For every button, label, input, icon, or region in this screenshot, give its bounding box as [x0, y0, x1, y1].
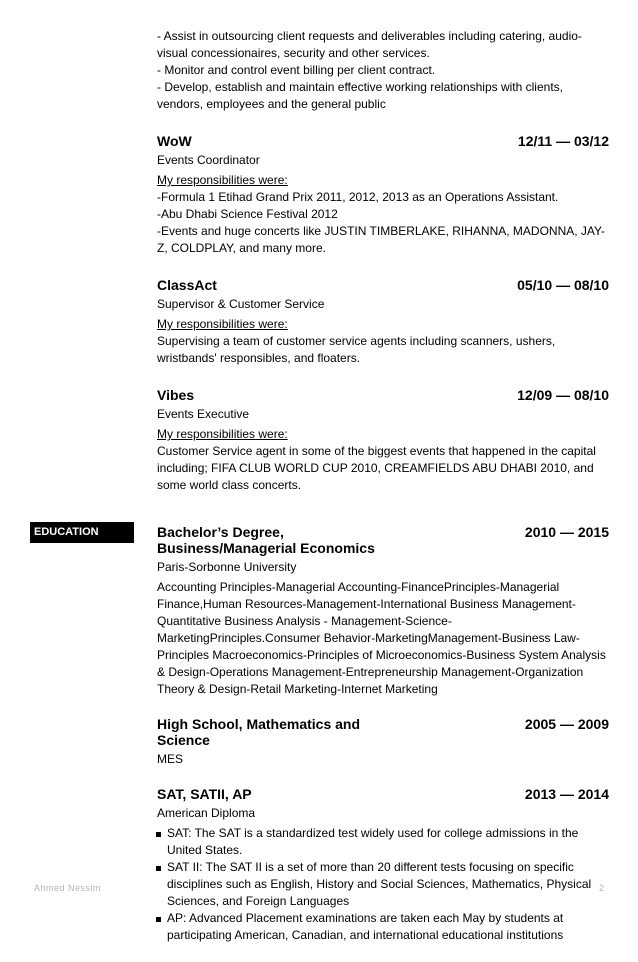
degree-description: Accounting Principles-Managerial Accounting-FinancePrinciples-Managerial Finance,Human Resources-Management-International Business Management-Quantitative Business Analysis - Management-Science-MarketingPrinciples.Consumer Behavior-MarketingManagement-Business Law-Principles Macroeconomics-Principles of Microeconomics-Business System Analysis & Design-Operations Management-Entrepreneurship Management-Organization Theory & Design-Retail Marketing-Internet Marketing — [157, 580, 606, 696]
responsibility-line: Customer Service agent in some of the biggest events that happened in the capital including; FIFA CLUB WORLD CUP 2010, CREAMFIELDS ABU DHABI 2010, and some world class concerts. — [157, 444, 596, 492]
job-dates: 05/10 — 08/10 — [517, 277, 609, 293]
intro-line: - Monitor and control event billing per client contract. — [157, 63, 436, 77]
responsibility-line: -Events and huge concerts like JUSTIN TIMBERLAKE, RIHANNA, MADONNA, JAY-Z, COLDPLAY, and many more. — [157, 224, 605, 255]
education-header — [157, 716, 609, 748]
responsibility-line: Supervising a team of customer service agents including scanners, ushers, wristbands' responsibles, and floaters. — [157, 334, 556, 365]
job-title: ClassAct — [157, 277, 217, 293]
intro-line: - Assist in outsourcing client requests and deliverables including catering, audio-visual concessionaires, security and other services. — [157, 29, 582, 60]
job-title: Vibes — [157, 387, 195, 403]
school-name: American Diploma — [157, 806, 256, 820]
footer-page-number: 2 — [598, 883, 604, 893]
education-header — [157, 524, 609, 556]
intro-duties — [157, 28, 609, 113]
job-dates: 12/09 — 08/10 — [517, 387, 609, 403]
bullet-item: AP: Advanced Placement examinations are taken each May by students at participating American, Canadian, and international educational institutions — [157, 910, 609, 944]
responsibilities-label: My responsibilities were: — [157, 427, 288, 441]
responsibilities-label: My responsibilities were: — [157, 173, 288, 187]
education-header — [157, 786, 609, 802]
responsibility-line: -Abu Dhabi Science Festival 2012 — [157, 207, 338, 221]
job-dates: 12/11 — 03/12 — [517, 133, 609, 149]
job-role: Supervisor & Customer Service — [157, 297, 325, 311]
job-role: Events Coordinator — [157, 153, 260, 167]
education-dates: 2010 — 2015 — [524, 524, 609, 540]
responsibility-line: -Formula 1 Etihad Grand Prix 2011, 2012, 2013 as an Operations Assistant. — [157, 190, 559, 204]
job-entry-vibes — [157, 387, 609, 494]
job-entry-classact — [157, 277, 609, 367]
job-header — [157, 133, 609, 149]
exam-bullet-list — [157, 825, 609, 944]
school-name: MES — [157, 752, 184, 766]
education-entry-sat — [157, 786, 609, 944]
education-entry-bachelor — [157, 524, 609, 698]
education-entry-high-school — [157, 716, 609, 768]
job-header — [157, 387, 609, 403]
bullet-item: SAT II: The SAT II is a set of more than 20 different tests focusing on specific disciplines such as English, History and Social Sciences, Mathematics, Physical Sciences, and Foreign Languages — [157, 859, 609, 910]
job-entry-wow — [157, 133, 609, 257]
intro-line: - Develop, establish and maintain effective working relationships with clients, vendors, employees and the general public — [157, 80, 563, 111]
degree-title: Bachelor’s Degree, Business/Managerial Economics — [157, 524, 375, 556]
school-name: Paris-Sorbonne University — [157, 560, 297, 574]
degree-title: SAT, SATII, AP — [157, 786, 252, 802]
job-role: Events Executive — [157, 407, 250, 421]
education-dates: 2005 — 2009 — [524, 716, 609, 732]
responsibilities-label: My responsibilities were: — [157, 317, 288, 331]
job-title: WoW — [157, 133, 192, 149]
education-dates: 2013 — 2014 — [524, 786, 609, 802]
bullet-item: SAT: The SAT is a standardized test widely used for college admissions in the United States. — [157, 825, 609, 859]
education-section-label: EDUCATION — [30, 522, 134, 543]
degree-title: High School, Mathematics and Science — [157, 716, 361, 748]
footer-author-name: Ahmed Nessim — [34, 883, 102, 893]
job-header — [157, 277, 609, 293]
